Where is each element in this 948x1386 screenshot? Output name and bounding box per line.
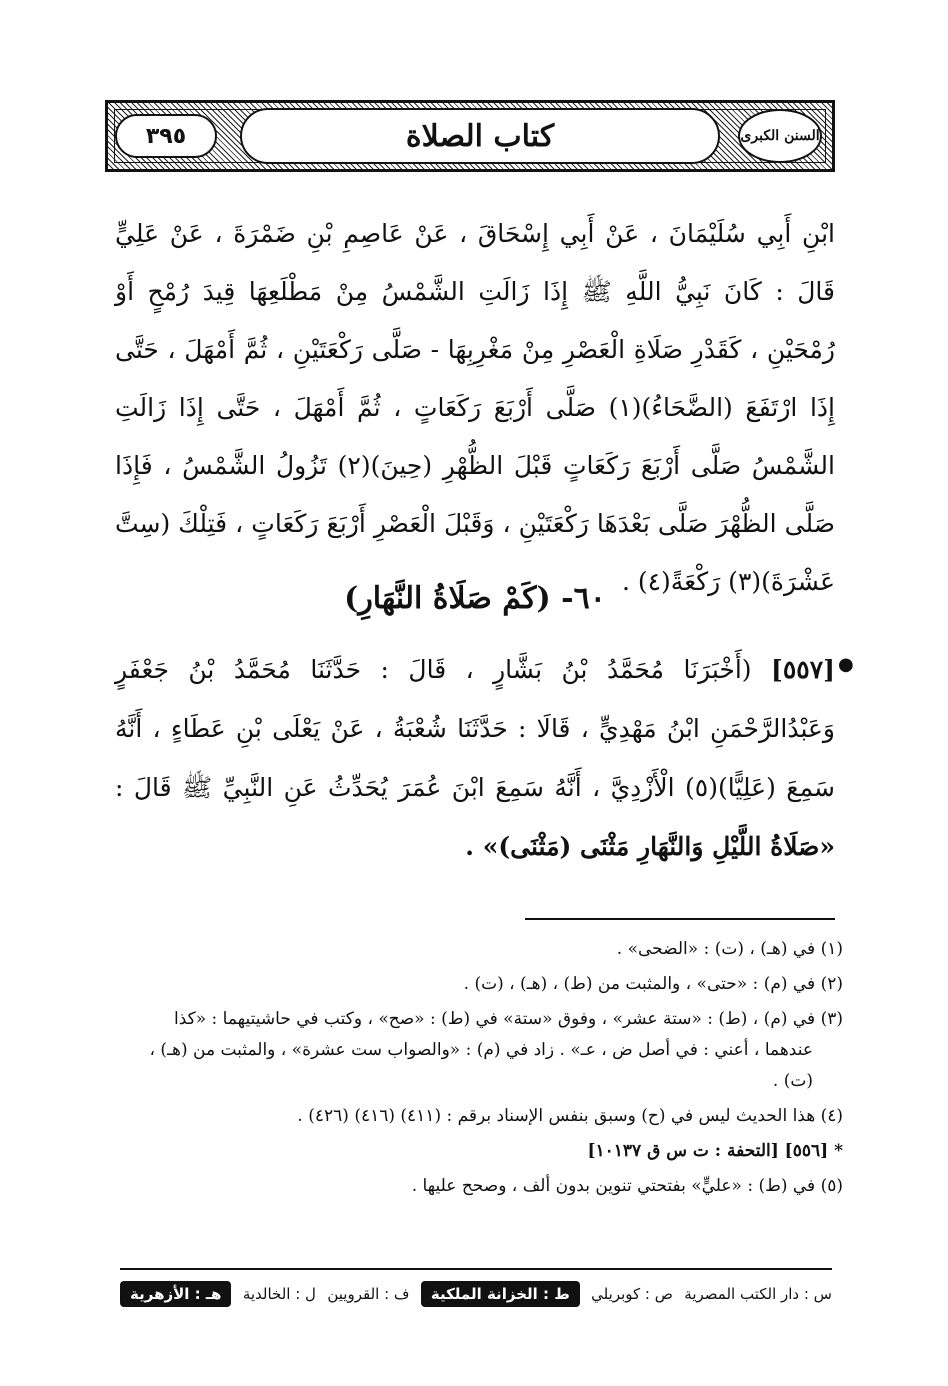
footnote-3 — [115, 1004, 843, 1097]
hadith-text: (أَخْبَرَنَا مُحَمَّدُ بْنُ بَشَّارٍ ، قَالَ : حَدَّثَنَا مُحَمَّدُ بْنُ جَعْفَرٍ وَعَبْدُالرَّحْمَنِ ابْنُ مَهْدِيٍّ ، قَالَا : حَدَّثَنَا شُعْبَةُ ، عَنْ يَعْلَى بْنِ عَطَاءٍ ، أَنَّهُ سَمِعَ (عَلِيًّا)(٥) الْأَزْدِيَّ ، أَنَّهُ سَمِعَ ابْنَ عُمَرَ يُحَدِّثُ عَنِ النَّبِيِّ ﷺ قَالَ : — [115, 655, 835, 802]
footnote-text: (٢) في (م) : «حتى» ، والمثبت من (ط) ، (هـ) ، (ت) . — [463, 974, 843, 994]
manuscript-legend — [120, 1276, 832, 1312]
footnote-1 — [115, 934, 843, 965]
footnote-2 — [115, 969, 843, 1000]
main-paragraph: ابْنِ أَبِي سُلَيْمَانَ ، عَنْ أَبِي إِسْحَاقَ ، عَنْ عَاصِمِ بْنِ ضَمْرَةَ ، عَنْ عَلِيٍّ قَالَ : كَانَ نَبِيُّ اللَّهِ ﷺ إِذَا زَالَتِ الشَّمْسُ مِنْ مَطْلَعِهَا قِيدَ رُمْحٍ أَوْ رُمْحَيْنِ ، كَقَدْرِ صَلَاةِ الْعَصْرِ مِنْ مَغْرِبِهَا - صَلَّى رَكْعَتَيْنِ ، ثُمَّ أَمْهَلَ ، حَتَّى إِذَا ارْتَفَعَ (الضَّحَاءُ)(١) صَلَّى أَرْبَعَ رَكَعَاتٍ ، ثُمَّ أَمْهَلَ ، حَتَّى إِذَا زَالَتِ الشَّمْسُ صَلَّى أَرْبَعَ رَكَعَاتٍ قَبْلَ الظُّهْرِ (حِينَ)(٢) تَزُولُ الشَّمْسُ ، فَإِذَا صَلَّى الظُّهْرَ صَلَّى بَعْدَهَا رَكْعَتَيْنِ ، وَقَبْلَ الْعَصْرِ أَرْبَعَ رَكَعَاتٍ ، فَتِلْكَ (سِتَّ عَشْرَةَ)(٣) رَكْعَةً(٤) . — [115, 219, 835, 596]
chapter-heading: ٦٠- (كَمْ صَلَاةُ النَّهَارِ) — [344, 581, 606, 616]
hadith-number: [٥٥٧] — [771, 655, 835, 684]
hadith-quote: «صَلَاةُ اللَّيْلِ وَالنَّهَارِ مَثْنَى (مَثْنَى)» . — [465, 832, 835, 861]
hadith-block — [115, 640, 835, 876]
footnote-continuation: عندهما ، أعني : في أصل ض ، عـ» . زاد في (م) : «والصواب ست عشرة» ، والمثبت من (هـ) ، (ت) . — [149, 1040, 813, 1091]
tuhfa-reference — [115, 1136, 843, 1167]
legend-item: ف : القرويين — [327, 1285, 410, 1303]
legend-item: ل : الخالدية — [242, 1285, 316, 1303]
legend-item: ط : الخزانة الملكية — [421, 1281, 580, 1307]
legend-item: س : دار الكتب المصرية — [684, 1285, 832, 1303]
footnote-divider — [525, 918, 835, 920]
page-number: ٣٩٥ — [115, 114, 217, 158]
footnote-text: (١) في (هـ) ، (ت) : «الضحى» . — [616, 939, 843, 959]
footnote-5 — [115, 1171, 843, 1202]
bullet-marker: ● — [838, 654, 854, 675]
footnote-text: * [٥٥٦] [التحفة : ت س ق ١٠١٣٧] — [587, 1141, 843, 1161]
legend-divider — [120, 1268, 832, 1270]
footnote-4 — [115, 1101, 843, 1132]
footnotes — [115, 934, 843, 1206]
footnote-text: (٣) في (م) ، (ط) : «ستة عشر» ، وفوق «ستة» في (ط) : «صح» ، وكتب في حاشيتيهما : «كذا — [173, 1009, 843, 1029]
legend-item: ص : كوبريلي — [591, 1285, 673, 1303]
footnote-text: (٤) هذا الحديث ليس في (ح) وسبق بنفس الإسناد برقم : (٤١١) (٤١٦) (٤٢٦) . — [297, 1106, 843, 1126]
emblem-logo: السنن الكبرى — [738, 109, 822, 163]
footnote-text: (٥) في (ط) : «عليٍّ» بفتحتي تنوين بدون ألف ، وصحح عليها . — [411, 1176, 843, 1196]
legend-item: هـ : الأزهرية — [120, 1281, 231, 1307]
book-title: كتاب الصلاة — [240, 108, 720, 164]
